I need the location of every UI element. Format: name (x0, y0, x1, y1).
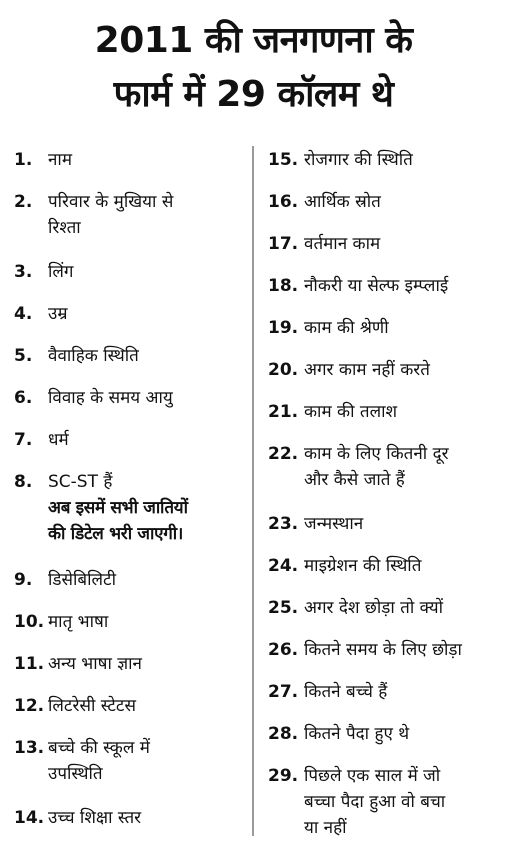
item-text (304, 637, 504, 663)
item-text-line: काम की तलाश (304, 402, 398, 422)
item-text-line: कितने पैदा हुए थे (304, 724, 410, 744)
item-text (48, 693, 248, 719)
item-text (304, 273, 504, 299)
item-text (304, 315, 504, 341)
item-text-line: माइग्रेशन की स्थिति (304, 556, 422, 576)
item-number: 16. (268, 192, 299, 212)
item-number: 10. (14, 612, 45, 632)
item-text-line: अगर देश छोड़ा तो क्यों (304, 598, 443, 618)
item-text-line: SC-ST हैं (48, 472, 113, 492)
item-text (48, 427, 248, 453)
item-text-line: उच्च शिक्षा स्तर (48, 808, 142, 828)
item-number: 27. (268, 682, 299, 702)
item-text-line: नौकरी या सेल्फ इम्प्लाई (304, 276, 449, 296)
title-line-2: फार्म में 29 कॉलम थे (113, 74, 394, 115)
item-number: 2. (14, 192, 33, 212)
item-text-line: कितने समय के लिए छोड़ा (304, 640, 462, 660)
item-text (304, 721, 504, 747)
item-text (48, 301, 248, 327)
item-text (304, 231, 504, 257)
item-text-line: रिश्ता (48, 218, 81, 238)
item-text-line: और कैसे जाते हैं (304, 470, 405, 490)
item-number: 13. (14, 738, 45, 758)
item-number: 7. (14, 430, 33, 450)
item-text (48, 343, 248, 369)
item-text-line: जन्मस्थान (304, 514, 364, 534)
item-note-line: की डिटेल भरी जाएगी। (48, 524, 184, 544)
item-text-line: उपस्थिति (48, 764, 103, 784)
item-text-line: लिंग (48, 262, 74, 282)
item-text (48, 805, 248, 831)
item-number: 12. (14, 696, 45, 716)
item-text-line: बच्चा पैदा हुआ वो बचा (304, 792, 446, 812)
item-text-line: आर्थिक स्रोत (304, 192, 381, 212)
item-number: 4. (14, 304, 33, 324)
item-text (304, 595, 504, 621)
item-text (48, 735, 248, 787)
column-divider (252, 146, 254, 836)
item-text-line: मातृ भाषा (48, 612, 109, 632)
item-text (48, 147, 248, 173)
item-text (304, 147, 504, 173)
item-number: 8. (14, 472, 33, 492)
item-text-line: डिसेबिलिटी (48, 570, 116, 590)
item-text (48, 189, 248, 241)
item-number: 20. (268, 360, 299, 380)
item-text (304, 399, 504, 425)
item-text (304, 189, 504, 215)
item-number: 6. (14, 388, 33, 408)
item-number: 3. (14, 262, 33, 282)
item-text-line: या नहीं (304, 818, 347, 838)
item-text (48, 385, 248, 411)
item-number: 1. (14, 150, 33, 170)
item-text-line: अन्य भाषा ज्ञान (48, 654, 142, 674)
item-text (304, 763, 504, 841)
item-text (48, 651, 248, 677)
item-text-line: कितने बच्चे हैं (304, 682, 388, 702)
item-text-line: नाम (48, 150, 73, 170)
title-line-1: 2011 की जनगणना के (94, 20, 413, 61)
item-number: 5. (14, 346, 33, 366)
item-text (304, 511, 504, 537)
item-number: 9. (14, 570, 33, 590)
item-text (304, 441, 504, 493)
item-number: 25. (268, 598, 299, 618)
item-text-line: विवाह के समय आयु (48, 388, 173, 408)
item-text-line: वर्तमान काम (304, 234, 381, 254)
item-number: 19. (268, 318, 299, 338)
item-number: 26. (268, 640, 299, 660)
item-text-line: बच्चे की स्कूल में (48, 738, 150, 758)
item-text (48, 567, 248, 593)
item-text (48, 609, 248, 635)
item-note-line: अब इसमें सभी जातियों (48, 498, 188, 518)
item-number: 11. (14, 654, 45, 674)
item-number: 15. (268, 150, 299, 170)
item-text-line: परिवार के मुखिया से (48, 192, 174, 212)
item-text (48, 469, 248, 547)
item-text-line: धर्म (48, 430, 69, 450)
item-text (304, 553, 504, 579)
item-number: 17. (268, 234, 299, 254)
item-text (304, 357, 504, 383)
item-text (304, 679, 504, 705)
item-number: 28. (268, 724, 299, 744)
item-text-line: वैवाहिक स्थिति (48, 346, 139, 366)
item-number: 24. (268, 556, 299, 576)
item-text (48, 259, 248, 285)
item-text-line: पिछले एक साल में जो (304, 766, 441, 786)
item-text-line: लिटरेसी स्टेटस (48, 696, 136, 716)
item-text-line: काम की श्रेणी (304, 318, 389, 338)
item-number: 23. (268, 514, 299, 534)
item-number: 22. (268, 444, 299, 464)
item-number: 18. (268, 276, 299, 296)
item-number: 21. (268, 402, 299, 422)
item-text-line: अगर काम नहीं करते (304, 360, 430, 380)
item-number: 14. (14, 808, 45, 828)
item-number: 29. (268, 766, 299, 786)
page-title (0, 14, 507, 122)
item-text-line: काम के लिए कितनी दूर (304, 444, 449, 464)
item-text-line: उम्र (48, 304, 68, 324)
item-text-line: रोजगार की स्थिति (304, 150, 413, 170)
